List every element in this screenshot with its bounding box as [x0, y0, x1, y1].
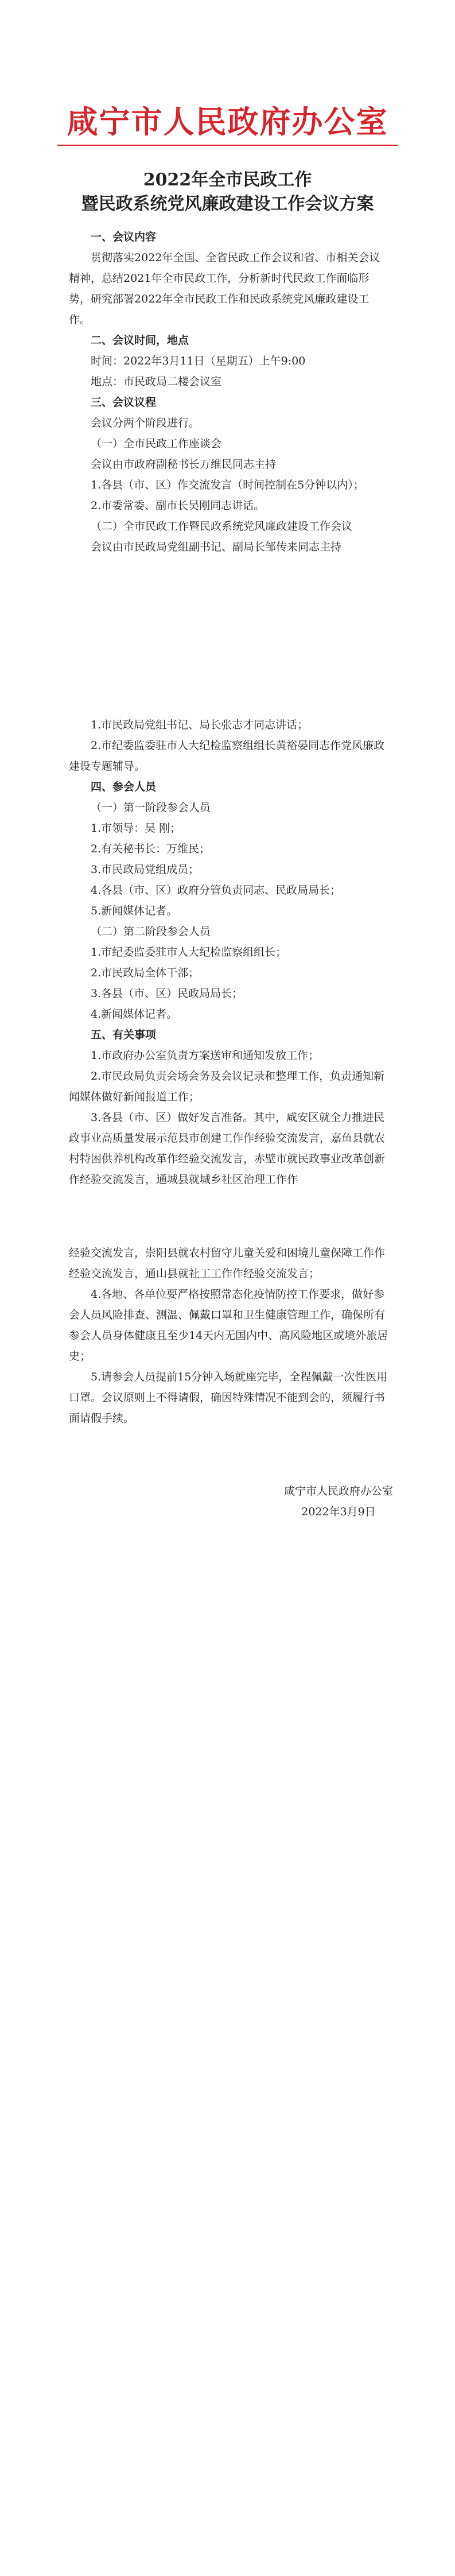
- stage1-host: 会议由市政府副秘书长万维民同志主持: [91, 458, 277, 471]
- stage2-title: （二）全市民政工作暨民政系统党风廉政建设工作会议: [91, 520, 353, 533]
- group2-item: 3.各县（市、区）民政局局长；: [91, 987, 243, 1000]
- stage2-host: 会议由市民政局党组副书记、副局长邹传来同志主持: [91, 541, 342, 553]
- document-title-line2: 暨民政系统党风廉政建设工作会议方案: [81, 194, 374, 214]
- page3-body: [69, 1243, 390, 1429]
- agenda-intro: 会议分两个阶段进行。: [91, 417, 200, 429]
- section4-heading: 四、参会人员: [91, 781, 157, 793]
- note-item-continued: 经验交流发言，崇阳县就农村留守儿童关爱和困境儿童保障工作作经验交流发言，通山县就社工工作作经验交流发言；: [69, 1247, 386, 1280]
- group1-item: 5.新闻媒体记者。: [91, 905, 178, 917]
- section5-heading: 五、有关事项: [91, 1029, 157, 1041]
- red-separator-line: [57, 145, 398, 146]
- note-item: 3.各县（市、区）做好发言准备。其中，咸安区就全力推进民政事业高质量发展示范县市创建工作作经验交流发言，嘉鱼县就农村特困供养机构改革作经验交流发言，赤壁市就民政事业改革创新作经验交流发言，通城县就城乡社区治理工作作: [69, 1111, 386, 1186]
- group2-item: 2.市民政局全体干部；: [91, 967, 200, 979]
- stage2-item: 2.市纪委监委驻市人大纪检监察组组长黄裕晏同志作党风廉政建设专题辅导。: [69, 739, 385, 773]
- stage1-item: 2.市委常委、副市长吴刚同志讲话。: [91, 499, 265, 512]
- group1-item: 2.有关秘书长：万维民；: [91, 843, 211, 855]
- document-title-line1: 2022年全市民政工作: [143, 170, 312, 190]
- stage1-title: （一）全市民政工作座谈会: [91, 437, 222, 450]
- note-item: 5.请参会人员提前15分钟入场就座完毕，全程佩戴一次性医用口罩。会议原则上不得请假，确因特殊情况不能到会的，须履行书面请假手续。: [69, 1371, 388, 1425]
- signature-org: 咸宁市人民政府办公室: [283, 1485, 393, 1498]
- meeting-place: 地点：市民政局二楼会议室: [91, 375, 222, 388]
- group2-item: 1.市纪委监委驻市人大纪检监察组组长；: [91, 946, 287, 959]
- section3-heading: 三、会议议程: [91, 396, 157, 409]
- signature-date: 2022年3月9日: [301, 1506, 376, 1518]
- page1-body: [69, 227, 390, 557]
- group2-title: （二）第二阶段参会人员: [91, 925, 211, 938]
- document-header: [0, 0, 455, 184]
- note-item: 4.各地、各单位要严格按照常态化疫情防控工作要求，做好参会人员风险排查、测温、佩戴口罩和卫生健康管理工作，确保所有参会人员身体健康且至少14天内无国内中、高风险地区或境外旅居史；: [69, 1288, 388, 1363]
- section1-body: 贯彻落实2022年全国、全省民政工作会议和省、市相关会议精神，总结2021年全市民政工作，分析新时代民政工作面临形势，研究部署2022年全市民政工作和民政系统党风廉政建设工作。: [69, 251, 380, 326]
- note-item: 2.市民政局负责会场会务及会议记录和整理工作，负责通知新闻媒体做好新闻报道工作；: [69, 1070, 385, 1103]
- signature-block: [275, 1481, 402, 1522]
- note-item: 1.市政府办公室负责方案送审和通知发放工作；: [91, 1049, 320, 1062]
- group1-item: 1.市领导：吴 刚；: [91, 822, 181, 835]
- group1-title: （一）第一阶段参会人员: [91, 801, 211, 814]
- section1-heading: 一、会议内容: [91, 231, 157, 243]
- section2-heading: 二、会议时间，地点: [91, 334, 189, 347]
- stage2-item: 1.市民政局党组书记、局长张志才同志讲话；: [91, 719, 309, 731]
- group1-item: 4.各县（市、区）政府分管负责同志、民政局局长；: [91, 884, 341, 897]
- group1-item: 3.市民政局党组成员；: [91, 863, 200, 876]
- stage1-item: 1.各县（市、区）作交流发言（时间控制在5分钟以内）；: [91, 479, 364, 491]
- page2-body: [69, 715, 390, 1190]
- meeting-time: 时间：2022年3月11日（星期五）上午9:00: [91, 355, 306, 367]
- group2-item: 4.新闻媒体记者。: [91, 1008, 178, 1021]
- issuing-org-title: 咸宁市人民政府办公室: [67, 103, 388, 140]
